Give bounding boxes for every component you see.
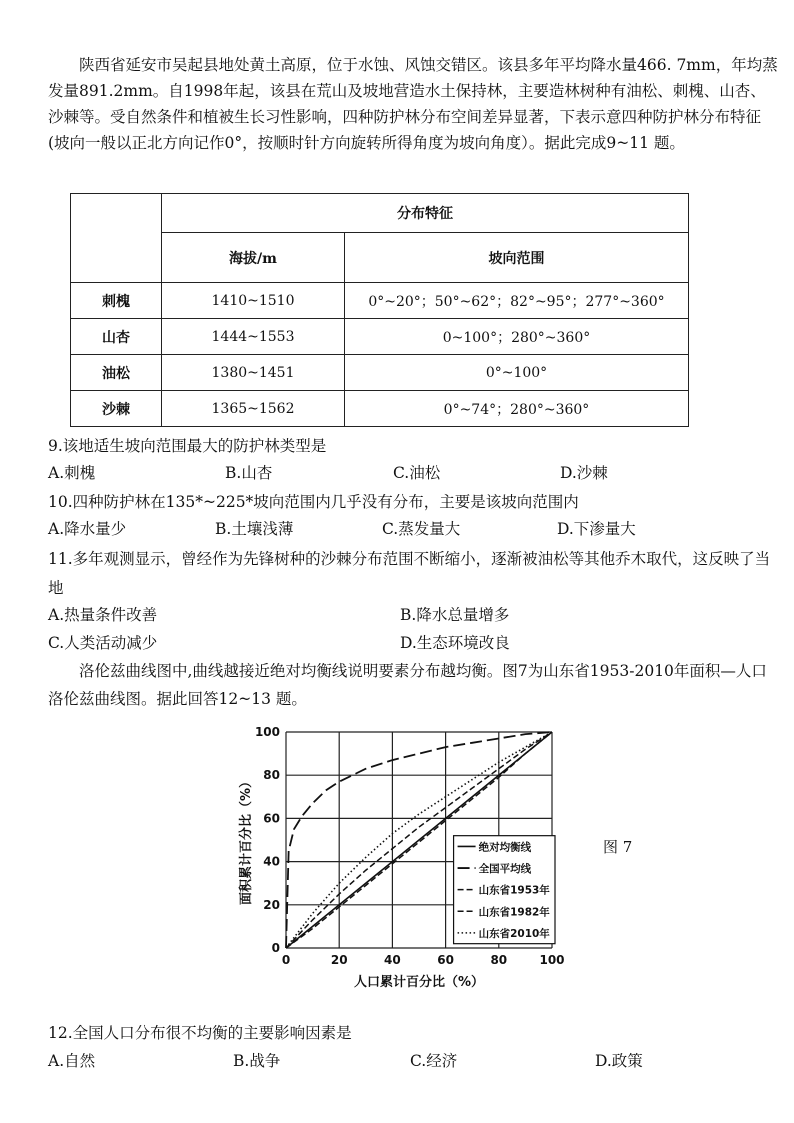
question-10-stem: 10.四种防护林在135*~225*坡向范围内几乎没有分布，主要是该坡向范围内 xyxy=(48,493,579,511)
q10-option-b[interactable]: B.土壤浅薄 xyxy=(215,520,294,538)
figure-label: 图 7 xyxy=(603,838,633,856)
table-row xyxy=(71,319,689,355)
lorenz-chart xyxy=(228,716,588,998)
intro-paragraph: 陕西省延安市吴起县地处黄土高原，位于水蚀、风蚀交错区。该县多年平均降水量466. 7mm，年均蒸发量891.2mm。自1998年起，该县在荒山及坡地营造水土保持林，主要造林树种有油松、刺槐、山杏、沙棘等。受自然条件和植被生长习性影响，四种防护林分布空间差异显著，下表示意四种防护林分布特征(坡向一般以正北方向记作0°，按顺时针方向旋转所得角度为坡向角度）。据此完成9~11 题。 xyxy=(48,56,778,152)
q10-option-d[interactable]: D.下渗量大 xyxy=(557,520,636,538)
lorenz-intro-paragraph: 洛伦兹曲线图中,曲线越接近绝对均衡线说明要素分布越均衡。图7为山东省1953-2010年面积—人口洛伦兹曲线图。据此回答12~13 题。 xyxy=(48,662,767,708)
table-col-altitude: 海拔/m xyxy=(162,233,345,283)
x-tick-label: 80 xyxy=(490,953,508,967)
altitude-cell: 1444~1553 xyxy=(162,319,345,355)
x-tick-label: 100 xyxy=(539,953,565,967)
q11-option-d[interactable]: D.生态环境改良 xyxy=(400,634,510,652)
x-tick-label: 0 xyxy=(281,953,291,967)
question-9-stem: 9.该地适生坡向范围最大的防护林类型是 xyxy=(48,437,327,455)
y-tick-label: 0 xyxy=(271,941,280,955)
y-axis-label: 面积累计百分比（%） xyxy=(239,774,254,906)
legend-label: 山东省1982年 xyxy=(478,906,550,919)
table-group-header: 分布特征 xyxy=(162,194,689,233)
q9-option-a[interactable]: A.刺槐 xyxy=(48,464,96,482)
q12-option-c[interactable]: C.经济 xyxy=(410,1052,458,1070)
y-tick-label: 60 xyxy=(263,811,280,826)
table-row xyxy=(71,355,689,391)
q10-option-a[interactable]: A.降水量少 xyxy=(48,520,127,538)
question-12-stem: 12.全国人口分布很不均衡的主要影响因素是 xyxy=(48,1024,352,1042)
legend-label: 山东省1953年 xyxy=(478,884,550,897)
q9-option-b[interactable]: B.山杏 xyxy=(225,464,273,482)
legend-label: 山东省2010年 xyxy=(478,927,550,940)
table-row xyxy=(71,283,689,319)
q11-option-a[interactable]: A.热量条件改善 xyxy=(48,606,158,624)
altitude-cell: 1380~1451 xyxy=(162,355,345,391)
x-tick-label: 60 xyxy=(437,953,454,967)
legend-label: 全国平均线 xyxy=(478,863,532,876)
q9-option-d[interactable]: D.沙棘 xyxy=(560,464,608,482)
aspect-cell: 0°~100° xyxy=(345,355,689,391)
y-tick-label: 20 xyxy=(263,897,280,912)
q11-option-b[interactable]: B.降水总量增多 xyxy=(400,606,510,624)
q10-option-c[interactable]: C.蒸发量大 xyxy=(382,520,461,538)
y-tick-label: 100 xyxy=(254,725,280,739)
y-tick-label: 40 xyxy=(263,854,280,869)
tree-name: 油松 xyxy=(71,355,162,391)
q12-option-b[interactable]: B.战争 xyxy=(233,1052,281,1070)
tree-name: 沙棘 xyxy=(71,391,162,427)
y-tick-label: 80 xyxy=(263,768,280,783)
aspect-cell: 0~100°；280°~360° xyxy=(345,319,689,355)
q9-option-c[interactable]: C.油松 xyxy=(393,464,441,482)
altitude-cell: 1365~1562 xyxy=(162,391,345,427)
table-col-aspect: 坡向范围 xyxy=(345,233,689,283)
lorenz-chart-svg xyxy=(228,716,588,998)
altitude-cell: 1410~1510 xyxy=(162,283,345,319)
x-tick-label: 20 xyxy=(330,953,348,967)
tree-name: 刺槐 xyxy=(71,283,162,319)
legend-label: 绝对均衡线 xyxy=(478,841,532,854)
distribution-table xyxy=(70,193,689,427)
table-row xyxy=(71,391,689,427)
tree-name: 山杏 xyxy=(71,319,162,355)
aspect-cell: 0°~74°；280°~360° xyxy=(345,391,689,427)
x-tick-label: 40 xyxy=(384,953,401,967)
question-11-stem: 11.多年观测显示，曾经作为先锋树种的沙棘分布范围不断缩小，逐渐被油松等其他乔木取代，这反映了当地 xyxy=(48,550,771,597)
q12-option-a[interactable]: A.自然 xyxy=(48,1052,96,1070)
aspect-cell: 0°~20°；50°~62°；82°~95°；277°~360° xyxy=(345,283,689,319)
x-axis-label: 人口累计百分比（%） xyxy=(353,975,485,990)
q12-option-d[interactable]: D.政策 xyxy=(595,1052,643,1070)
table-corner-cell xyxy=(71,194,162,283)
q11-option-c[interactable]: C.人类活动减少 xyxy=(48,634,158,652)
